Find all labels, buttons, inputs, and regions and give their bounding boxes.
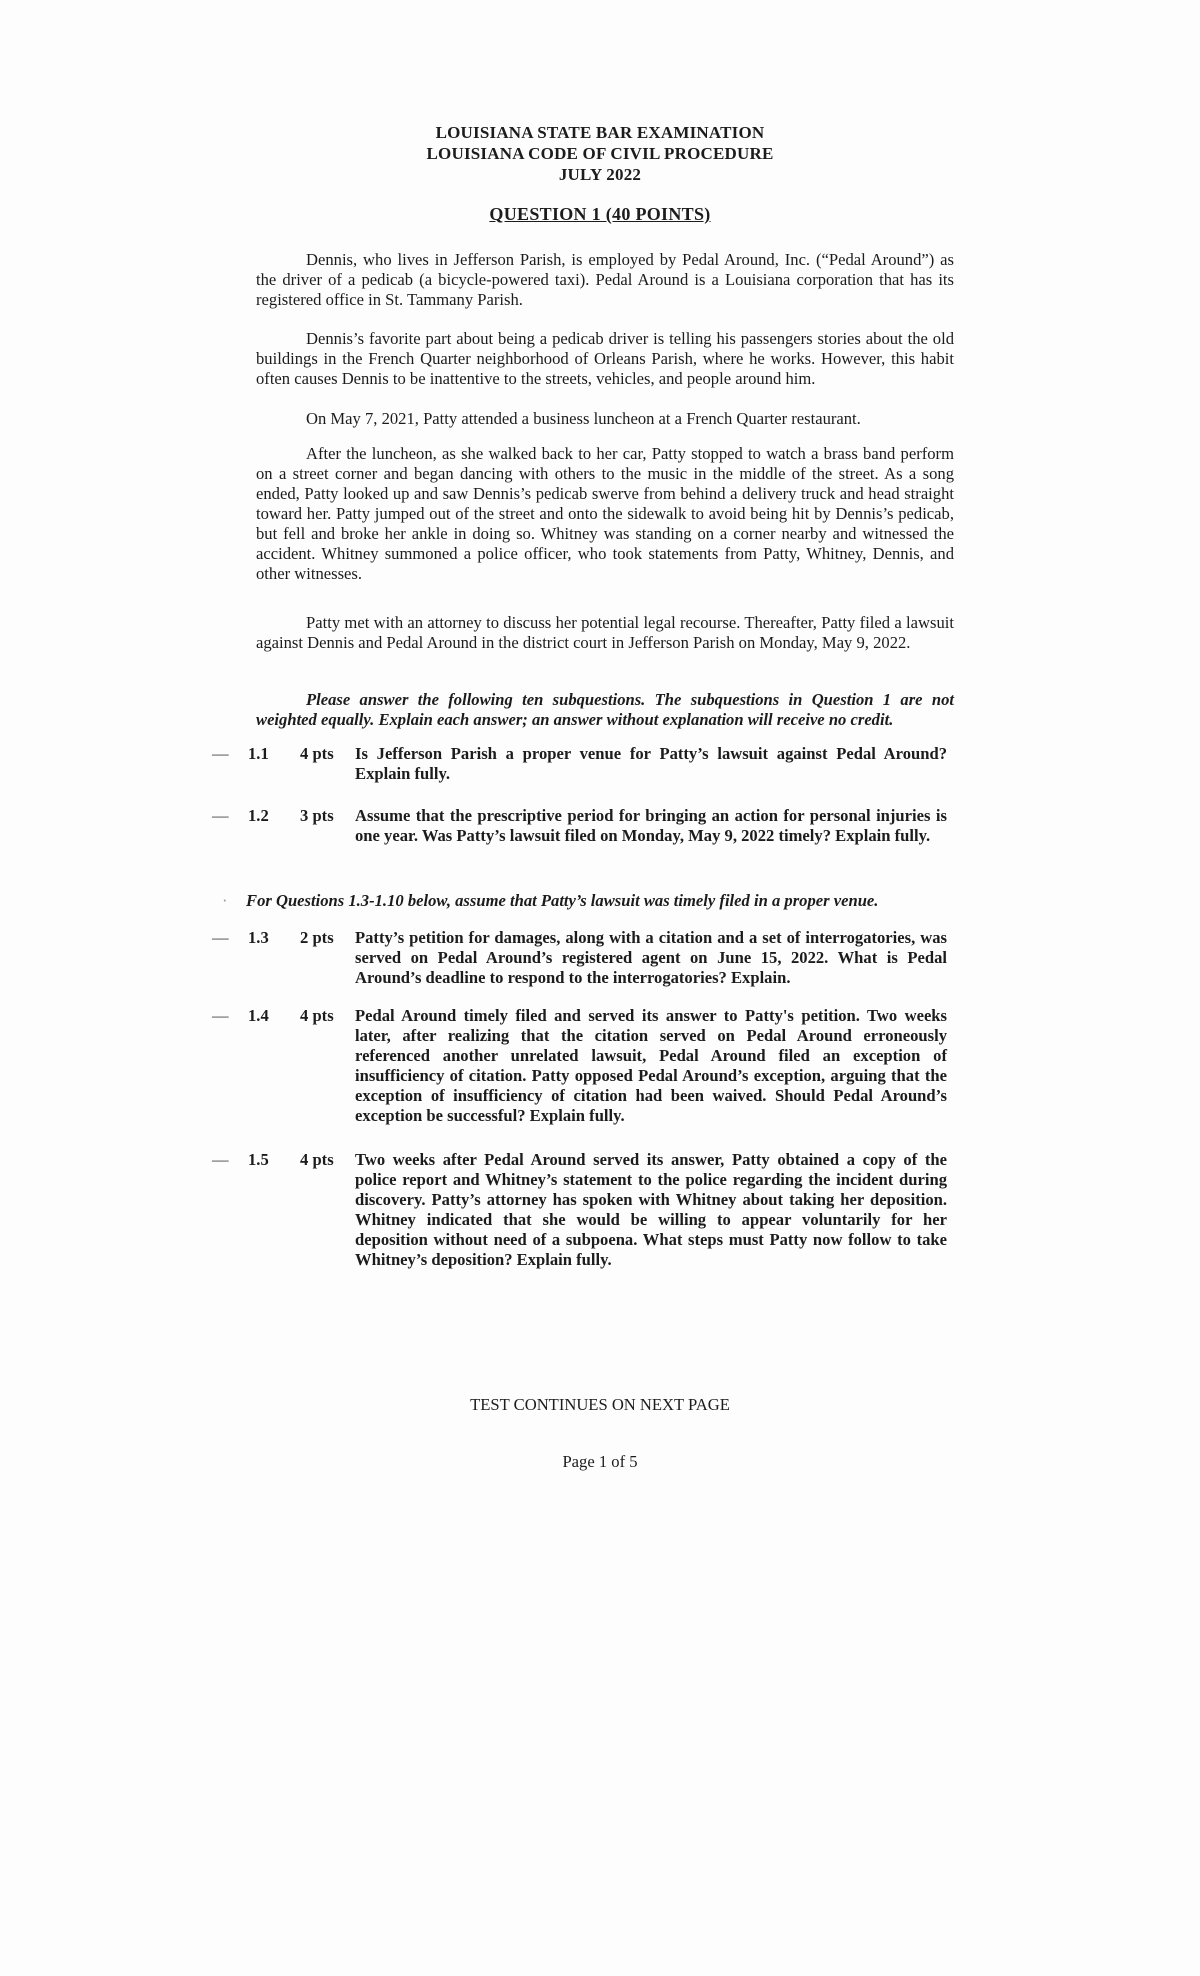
header-title: LOUISIANA STATE BAR EXAMINATION [435, 123, 765, 142]
instructions: Please answer the following ten subquestions. The subquestions in Question 1 are not weighted equally. Explain each answer; an answer without explanation will receive no credit. [256, 690, 954, 729]
test-continues-note: TEST CONTINUES ON NEXT PAGE [470, 1395, 730, 1414]
subquestion-number: 1.3 [248, 928, 269, 947]
subquestion-number: 1.5 [248, 1150, 269, 1169]
subquestion-text: Assume that the prescriptive period for bringing an action for personal injuries is one year. Was Patty’s lawsuit filed on Monday, May 9, 2022 timely? Explain fully. [355, 806, 947, 845]
fact-paragraph-4: After the luncheon, as she walked back to her car, Patty stopped to watch a brass band perform on a street corner and began dancing with others to the music in the middle of the street. As a song ended, Patty looked up and saw Dennis’s pedicab swerve from behind a delivery truck and head straight toward her. Patty jumped out of the street and onto the sidewalk to avoid being hit by Dennis’s pedicab, but fell and broke her ankle in doing so. Whitney was standing on a corner nearby and witnessed the accident. Whitney summoned a police officer, who took statements from Patty, Whitney, Dennis, and other witnesses. [256, 444, 954, 583]
exam-header [0, 122, 1200, 185]
subquestion-text: Patty’s petition for damages, along with a citation and a set of interrogatories, was served on Pedal Around’s registered agent on June 15, 2022. What is Pedal Around’s deadline to respond to the interrogatories? Explain. [355, 928, 947, 987]
grader-tick-mark: — [212, 1006, 229, 1025]
fact-paragraph-3: On May 7, 2021, Patty attended a business luncheon at a French Quarter restaurant. [306, 409, 861, 428]
subquestion-number: 1.1 [248, 744, 269, 763]
subquestion-text: Two weeks after Pedal Around served its answer, Patty obtained a copy of the police report and Whitney’s statement to the police regarding the incident during discovery. Patty’s attorney has spoken with Whitney about taking her deposition. Whitney indicated that she would be willing to appear voluntarily for her deposition without need of a subpoena. What steps must Patty now follow to take Whitney’s deposition? Explain fully. [355, 1150, 947, 1269]
page-number: Page 1 of 5 [562, 1452, 638, 1471]
subquestion-points: 4 pts [300, 1006, 334, 1025]
grader-tick-mark: — [212, 1150, 229, 1169]
grader-tick-mark: — [212, 928, 229, 947]
subquestion-text: Pedal Around timely filed and served its answer to Patty's petition. Two weeks later, after realizing that the citation served on Pedal Around erroneously referenced another unrelated lawsuit, Pedal Around filed an exception of insufficiency of citation. Patty opposed Pedal Around’s exception, arguing that the exception of insufficiency of citation had been waived. Should Pedal Around’s exception be successful? Explain fully. [355, 1006, 947, 1125]
fact-paragraph-5: Patty met with an attorney to discuss her potential legal recourse. Thereafter, Patty filed a lawsuit against Dennis and Pedal Around in the district court in Jefferson Parish on Monday, May 9, 2022. [256, 613, 954, 652]
subquestion-points: 4 pts [300, 1150, 334, 1169]
subquestion-number: 1.2 [248, 806, 269, 825]
assumption-note-text: For Questions 1.3-1.10 below, assume that Patty’s lawsuit was timely filed in a proper venue. [246, 891, 879, 910]
fact-paragraph-2: Dennis’s favorite part about being a pedicab driver is telling his passengers stories about the old buildings in the French Quarter neighborhood of Orleans Parish, where he works. However, this habit often causes Dennis to be inattentive to the streets, vehicles, and people around him. [256, 329, 954, 388]
grader-tick-mark: — [212, 806, 229, 825]
fact-paragraph-1: Dennis, who lives in Jefferson Parish, is employed by Pedal Around, Inc. (“Pedal Around”) as the driver of a pedicab (a bicycle-powered taxi). Pedal Around is a Louisiana corporation that has its registered office in St. Tammany Parish. [256, 250, 954, 309]
assumption-note [222, 891, 956, 911]
subquestion-number: 1.4 [248, 1006, 269, 1025]
question-title: QUESTION 1 (40 POINTS) [489, 204, 711, 224]
subquestion-points: 3 pts [300, 806, 334, 825]
header-subject: LOUISIANA CODE OF CIVIL PROCEDURE [426, 144, 774, 163]
grader-tick-mark: — [212, 744, 229, 763]
header-date: JULY 2022 [558, 165, 642, 184]
grader-dot-mark: · [222, 891, 228, 910]
subquestion-points: 2 pts [300, 928, 334, 947]
subquestion-text: Is Jefferson Parish a proper venue for Patty’s lawsuit against Pedal Around? Explain fully. [355, 744, 947, 783]
subquestion-points: 4 pts [300, 744, 334, 763]
